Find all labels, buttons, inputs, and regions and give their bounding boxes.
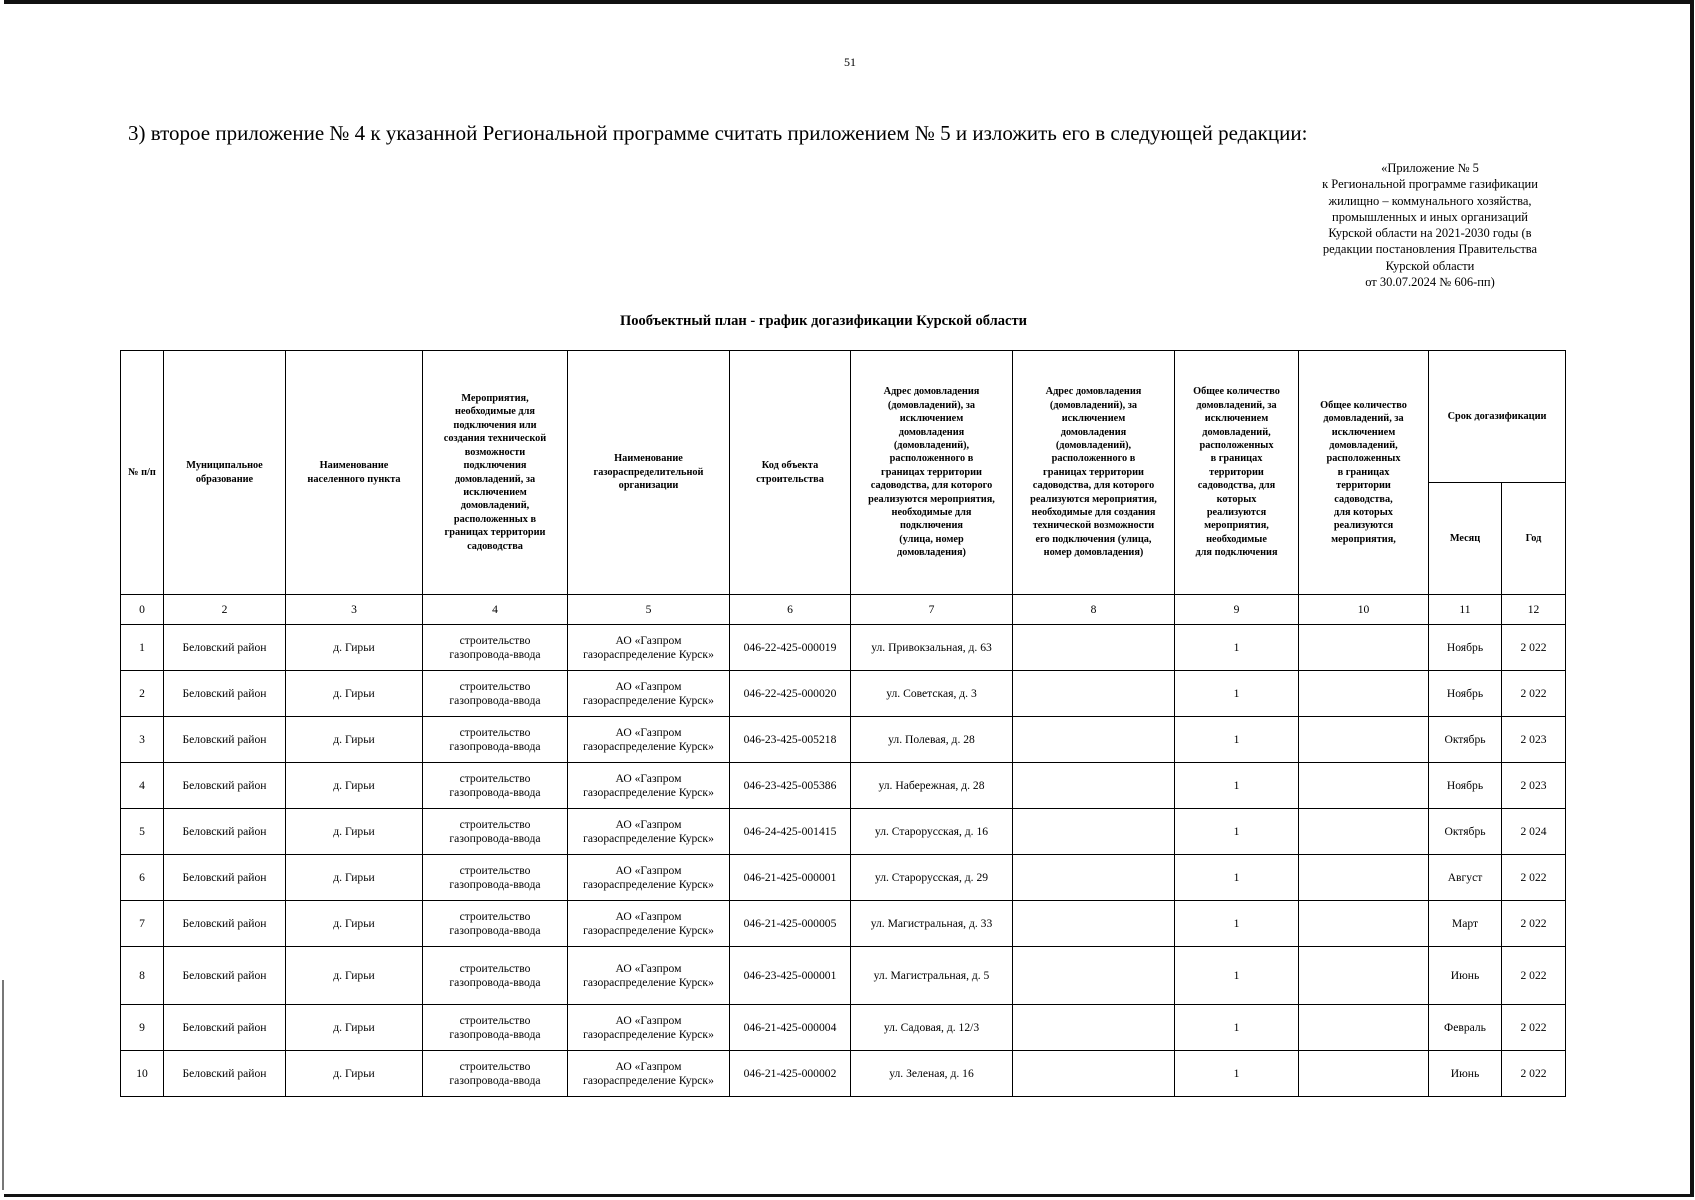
cell-address-capacity <box>1013 671 1175 717</box>
appendix-line: от 30.07.2024 № 606-пп) <box>1365 275 1495 290</box>
column-number: 4 <box>423 595 568 625</box>
cell-settlement: д. Гирьи <box>286 1005 423 1051</box>
table-row <box>121 625 1566 671</box>
cell-org: АО «Газпром газораспределение Курск» <box>568 763 730 809</box>
cell-year: 2 022 <box>1502 855 1566 901</box>
column-number-row <box>121 595 1566 625</box>
cell-count-capacity <box>1299 1005 1429 1051</box>
page-frame-top <box>4 0 1690 4</box>
appendix-line: Курской области на 2021-2030 годы (в <box>1328 226 1532 241</box>
cell-measure: строительство газопровода-ввода <box>423 763 568 809</box>
cell-count: 1 <box>1175 1005 1299 1051</box>
header-measures: Мероприятия, необходимые для подключения или создания технической возможности подключения домовладений, за исключением домовладений, расположенных в границах территории садоводства <box>423 351 568 595</box>
cell-count: 1 <box>1175 809 1299 855</box>
cell-address: ул. Магистральная, д. 33 <box>851 901 1013 947</box>
column-number: 3 <box>286 595 423 625</box>
cell-month: Октябрь <box>1429 717 1502 763</box>
cell-count-capacity <box>1299 717 1429 763</box>
cell-address: ул. Старорусская, д. 29 <box>851 855 1013 901</box>
scan-edge-mark <box>2 980 4 1190</box>
cell-code: 046-22-425-000020 <box>730 671 851 717</box>
cell-settlement: д. Гирьи <box>286 901 423 947</box>
header-total-count-capacity: Общее количество домовладений, за исключением домовладений, расположенных в границах территории садоводства, для которых реализуются мероприятия, <box>1299 351 1429 595</box>
column-number: 10 <box>1299 595 1429 625</box>
header-settlement: Наименование населенного пункта <box>286 351 423 595</box>
cell-month: Февраль <box>1429 1005 1502 1051</box>
intro-paragraph: 3) второе приложение № 4 к указанной Региональной программе считать приложением № 5 и изложить его в следующей редакции: <box>128 121 1308 145</box>
cell-num: 4 <box>121 763 164 809</box>
appendix-line: «Приложение № 5 <box>1381 161 1479 175</box>
cell-month: Июнь <box>1429 1051 1502 1097</box>
table-row <box>121 1005 1566 1051</box>
header-gas-org: Наименование газораспределительной организации <box>568 351 730 595</box>
cell-measure: строительство газопровода-ввода <box>423 671 568 717</box>
cell-measure: строительство газопровода-ввода <box>423 809 568 855</box>
cell-org: АО «Газпром газораспределение Курск» <box>568 1051 730 1097</box>
page-frame-bottom <box>4 1194 1690 1197</box>
table-row <box>121 809 1566 855</box>
cell-count: 1 <box>1175 717 1299 763</box>
cell-org: АО «Газпром газораспределение Курск» <box>568 809 730 855</box>
cell-municipality: Беловский район <box>164 947 286 1005</box>
cell-address-capacity <box>1013 809 1175 855</box>
cell-address-capacity <box>1013 717 1175 763</box>
cell-code: 046-23-425-005218 <box>730 717 851 763</box>
cell-municipality: Беловский район <box>164 1051 286 1097</box>
cell-measure: строительство газопровода-ввода <box>423 1051 568 1097</box>
appendix-note <box>1300 160 1560 290</box>
cell-address-capacity <box>1013 1005 1175 1051</box>
header-year: Год <box>1502 483 1566 595</box>
cell-measure: строительство газопровода-ввода <box>423 855 568 901</box>
header-municipality: Муниципальное образование <box>164 351 286 595</box>
cell-address: ул. Полевая, д. 28 <box>851 717 1013 763</box>
cell-municipality: Беловский район <box>164 625 286 671</box>
cell-count: 1 <box>1175 671 1299 717</box>
cell-org: АО «Газпром газораспределение Курск» <box>568 717 730 763</box>
cell-org: АО «Газпром газораспределение Курск» <box>568 901 730 947</box>
cell-num: 6 <box>121 855 164 901</box>
cell-year: 2 022 <box>1502 901 1566 947</box>
header-month: Месяц <box>1429 483 1502 595</box>
cell-address-capacity <box>1013 855 1175 901</box>
header-num: № п/п <box>121 351 164 595</box>
cell-month: Март <box>1429 901 1502 947</box>
cell-count-capacity <box>1299 947 1429 1005</box>
cell-count-capacity <box>1299 671 1429 717</box>
cell-address-capacity <box>1013 901 1175 947</box>
cell-address: ул. Советская, д. 3 <box>851 671 1013 717</box>
cell-num: 3 <box>121 717 164 763</box>
cell-municipality: Беловский район <box>164 763 286 809</box>
table-row <box>121 855 1566 901</box>
column-number: 8 <box>1013 595 1175 625</box>
cell-count: 1 <box>1175 901 1299 947</box>
cell-count-capacity <box>1299 809 1429 855</box>
header-address-capacity: Адрес домовладения (домовладений), за исключением домовладения (домовладений), расположенного в границах территории садоводства, для которого реализуются мероприятия, необходимые для создания технической возможности его подключения (улица, номер домовладения) <box>1013 351 1175 595</box>
cell-month: Ноябрь <box>1429 671 1502 717</box>
cell-month: Ноябрь <box>1429 625 1502 671</box>
cell-address: ул. Зеленая, д. 16 <box>851 1051 1013 1097</box>
cell-code: 046-21-425-000001 <box>730 855 851 901</box>
cell-code: 046-21-425-000002 <box>730 1051 851 1097</box>
cell-num: 8 <box>121 947 164 1005</box>
cell-year: 2 022 <box>1502 671 1566 717</box>
cell-year: 2 022 <box>1502 947 1566 1005</box>
cell-num: 7 <box>121 901 164 947</box>
cell-month: Ноябрь <box>1429 763 1502 809</box>
header-address-measures: Адрес домовладения (домовладений), за исключением домовладения (домовладений), расположенного в границах территории садоводства, для которого реализуются мероприятия, необходимые для подключения (улица, номер домовладения) <box>851 351 1013 595</box>
cell-year: 2 023 <box>1502 763 1566 809</box>
cell-count-capacity <box>1299 901 1429 947</box>
cell-month: Август <box>1429 855 1502 901</box>
cell-measure: строительство газопровода-ввода <box>423 901 568 947</box>
cell-measure: строительство газопровода-ввода <box>423 625 568 671</box>
cell-address: ул. Садовая, д. 12/3 <box>851 1005 1013 1051</box>
appendix-line: к Региональной программе газификации <box>1322 177 1538 192</box>
cell-count-capacity <box>1299 763 1429 809</box>
appendix-line: редакции постановления Правительства <box>1322 242 1538 257</box>
cell-year: 2 022 <box>1502 625 1566 671</box>
cell-municipality: Беловский район <box>164 1005 286 1051</box>
column-number: 0 <box>121 595 164 625</box>
column-number: 2 <box>164 595 286 625</box>
cell-count-capacity <box>1299 1051 1429 1097</box>
cell-count: 1 <box>1175 1051 1299 1097</box>
cell-org: АО «Газпром газораспределение Курск» <box>568 947 730 1005</box>
cell-code: 046-24-425-001415 <box>730 809 851 855</box>
cell-address-capacity <box>1013 763 1175 809</box>
cell-settlement: д. Гирьи <box>286 947 423 1005</box>
table-row <box>121 763 1566 809</box>
cell-year: 2 022 <box>1502 1005 1566 1051</box>
cell-measure: строительство газопровода-ввода <box>423 947 568 1005</box>
cell-org: АО «Газпром газораспределение Курск» <box>568 625 730 671</box>
cell-settlement: д. Гирьи <box>286 625 423 671</box>
cell-address: ул. Магистральная, д. 5 <box>851 947 1013 1005</box>
cell-settlement: д. Гирьи <box>286 809 423 855</box>
cell-settlement: д. Гирьи <box>286 763 423 809</box>
column-number: 6 <box>730 595 851 625</box>
column-number: 9 <box>1175 595 1299 625</box>
cell-municipality: Беловский район <box>164 717 286 763</box>
header-total-count-measures: Общее количество домовладений, за исключением домовладений, расположенных в границах территории садоводства, для которых реализуются мероприятия, необходимые для подключения <box>1175 351 1299 595</box>
cell-num: 5 <box>121 809 164 855</box>
table-title: Пообъектный план - график догазификации Курской области <box>620 313 1027 329</box>
cell-num: 1 <box>121 625 164 671</box>
cell-settlement: д. Гирьи <box>286 717 423 763</box>
gasification-schedule-table <box>120 350 1566 1097</box>
page-frame-right <box>1690 0 1694 1197</box>
cell-address-capacity <box>1013 1051 1175 1097</box>
cell-municipality: Беловский район <box>164 671 286 717</box>
cell-code: 046-22-425-000019 <box>730 625 851 671</box>
table-row <box>121 671 1566 717</box>
table-row <box>121 1051 1566 1097</box>
table-row <box>121 947 1566 1005</box>
cell-month: Октябрь <box>1429 809 1502 855</box>
cell-count: 1 <box>1175 763 1299 809</box>
cell-address-capacity <box>1013 947 1175 1005</box>
table-row <box>121 901 1566 947</box>
cell-year: 2 023 <box>1502 717 1566 763</box>
cell-count: 1 <box>1175 625 1299 671</box>
cell-num: 9 <box>121 1005 164 1051</box>
cell-count: 1 <box>1175 947 1299 1005</box>
column-number: 7 <box>851 595 1013 625</box>
cell-measure: строительство газопровода-ввода <box>423 1005 568 1051</box>
appendix-line: жилищно – коммунального хозяйства, <box>1328 193 1532 208</box>
cell-settlement: д. Гирьи <box>286 671 423 717</box>
cell-address: ул. Набережная, д. 28 <box>851 763 1013 809</box>
column-number: 12 <box>1502 595 1566 625</box>
page-number: 51 <box>844 55 856 69</box>
cell-municipality: Беловский район <box>164 809 286 855</box>
header-deadline: Срок догазификации <box>1429 351 1566 483</box>
cell-code: 046-21-425-000005 <box>730 901 851 947</box>
cell-code: 046-21-425-000004 <box>730 1005 851 1051</box>
cell-num: 10 <box>121 1051 164 1097</box>
cell-code: 046-23-425-005386 <box>730 763 851 809</box>
cell-count: 1 <box>1175 855 1299 901</box>
cell-month: Июнь <box>1429 947 1502 1005</box>
cell-address-capacity <box>1013 625 1175 671</box>
cell-municipality: Беловский район <box>164 901 286 947</box>
cell-measure: строительство газопровода-ввода <box>423 717 568 763</box>
table-body <box>121 625 1566 1097</box>
cell-year: 2 022 <box>1502 1051 1566 1097</box>
header-object-code: Код объекта строительства <box>730 351 851 595</box>
cell-org: АО «Газпром газораспределение Курск» <box>568 671 730 717</box>
cell-settlement: д. Гирьи <box>286 1051 423 1097</box>
cell-code: 046-23-425-000001 <box>730 947 851 1005</box>
cell-count-capacity <box>1299 625 1429 671</box>
cell-municipality: Беловский район <box>164 855 286 901</box>
table-row <box>121 717 1566 763</box>
column-number: 5 <box>568 595 730 625</box>
cell-settlement: д. Гирьи <box>286 855 423 901</box>
cell-address: ул. Старорусская, д. 16 <box>851 809 1013 855</box>
column-number: 11 <box>1429 595 1502 625</box>
cell-org: АО «Газпром газораспределение Курск» <box>568 855 730 901</box>
cell-count-capacity <box>1299 855 1429 901</box>
cell-org: АО «Газпром газораспределение Курск» <box>568 1005 730 1051</box>
cell-year: 2 024 <box>1502 809 1566 855</box>
cell-num: 2 <box>121 671 164 717</box>
cell-address: ул. Привокзальная, д. 63 <box>851 625 1013 671</box>
appendix-line: Курской области <box>1385 258 1475 273</box>
appendix-line: промышленных и иных организаций <box>1332 209 1528 224</box>
